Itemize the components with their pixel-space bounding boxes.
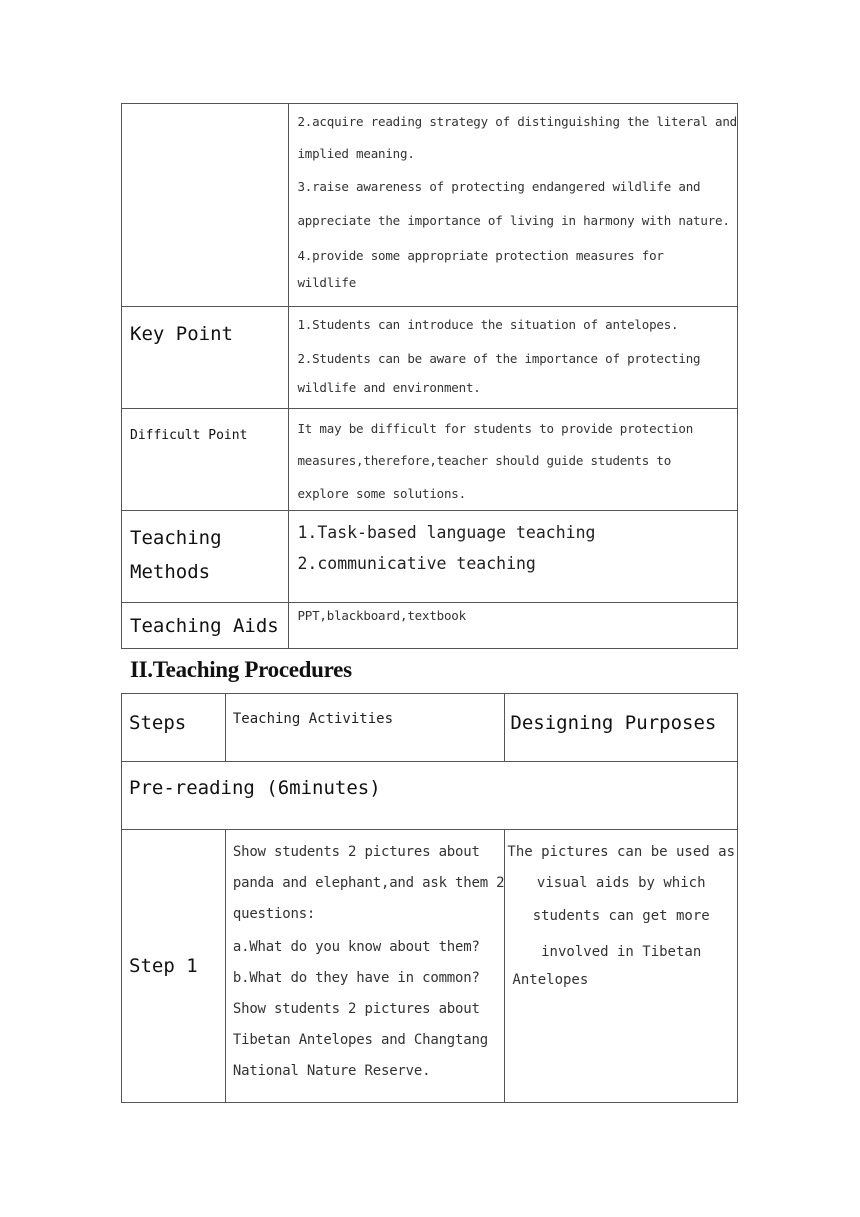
step-label: Step 1: [129, 955, 198, 977]
activity-line: Show students 2 pictures about: [232, 844, 480, 860]
purpose-line: The pictures can be used as: [507, 844, 735, 860]
difficult-point-line: measures,therefore,teacher should guide students to: [297, 454, 672, 469]
activity-line: b.What do they have in common?: [232, 970, 480, 986]
activity-line: Tibetan Antelopes and Changtang: [232, 1032, 488, 1048]
objective-line: 4.provide some appropriate protection measures for: [297, 248, 664, 263]
procedures-table: [121, 693, 738, 1103]
activities-header-cell: [225, 694, 505, 762]
teaching-aids-label-cell: [122, 603, 289, 649]
steps-header: Steps: [129, 712, 187, 734]
objective-line: wildlife: [297, 275, 357, 290]
activity-line: Show students 2 pictures about: [232, 1001, 480, 1017]
difficult-point-line: explore some solutions.: [297, 486, 466, 501]
key-point-line: wildlife and environment.: [297, 380, 481, 395]
teaching-aids-value: PPT,blackboard,textbook: [297, 609, 466, 623]
teaching-methods-label: Methods: [130, 561, 211, 583]
difficult-point-cell: [289, 409, 738, 511]
difficult-point-label: Difficult Point: [130, 428, 248, 443]
key-point-row: [122, 307, 738, 409]
purposes-header-cell: [505, 694, 738, 762]
objectives-row: [122, 104, 738, 307]
teaching-aids-cell: [289, 603, 738, 649]
objectives-label-cell: [122, 104, 289, 307]
difficult-point-line: It may be difficult for students to provide protection: [297, 422, 694, 436]
key-point-line: 1.Students can introduce the situation of antelopes.: [297, 318, 679, 332]
section-cell: [122, 762, 738, 830]
teaching-methods-row: [122, 511, 738, 603]
teaching-method-line: 1.Task-based language teaching: [297, 523, 596, 542]
purpose-line: students can get more: [532, 908, 710, 924]
key-point-label-cell: [122, 307, 289, 409]
activity-line: questions:: [232, 906, 316, 922]
teaching-methods-label: Teaching: [130, 527, 222, 549]
difficult-point-label-cell: [122, 409, 289, 511]
procedures-heading: II.Teaching Procedures: [130, 657, 352, 682]
teaching-aids-label: Teaching Aids: [130, 615, 279, 637]
steps-header-cell: [122, 694, 226, 762]
step-purposes-cell: [505, 830, 738, 1103]
section-title: Pre-reading (6minutes): [129, 777, 381, 799]
lesson-plan-table: [121, 103, 738, 649]
teaching-aids-row: [122, 603, 738, 649]
step-label-cell: [122, 830, 226, 1103]
purpose-line: involved in Tibetan: [541, 944, 702, 960]
objective-line: 3.raise awareness of protecting endangered wildlife and: [297, 179, 701, 194]
objective-line: 2.acquire reading strategy of distinguishing the literal and: [297, 115, 737, 129]
purposes-header: Designing Purposes: [510, 712, 717, 734]
key-point-line: 2.Students can be aware of the importance of protecting: [297, 352, 701, 367]
key-point-label: Key Point: [130, 323, 233, 345]
teaching-method-line: 2.communicative teaching: [297, 554, 536, 573]
purpose-line: visual aids by which: [536, 875, 706, 891]
objective-line: appreciate the importance of living in harmony with nature.: [297, 214, 730, 229]
purpose-line: Antelopes: [512, 972, 589, 988]
procedures-header-row: [122, 694, 738, 762]
objectives-cell: [289, 104, 738, 307]
teaching-methods-cell: [289, 511, 738, 603]
key-point-cell: [289, 307, 738, 409]
teaching-methods-label-cell: [122, 511, 289, 603]
difficult-point-row: [122, 409, 738, 511]
activity-line: panda and elephant,and ask them 2: [232, 875, 505, 891]
activities-header: Teaching Activities: [232, 711, 394, 727]
section-row: [122, 762, 738, 830]
activity-line: a.What do you know about them?: [232, 939, 480, 955]
step-row: [122, 830, 738, 1103]
step-activities-cell: [225, 830, 505, 1103]
objective-line: implied meaning.: [297, 147, 415, 162]
activity-line: National Nature Reserve.: [232, 1063, 431, 1079]
